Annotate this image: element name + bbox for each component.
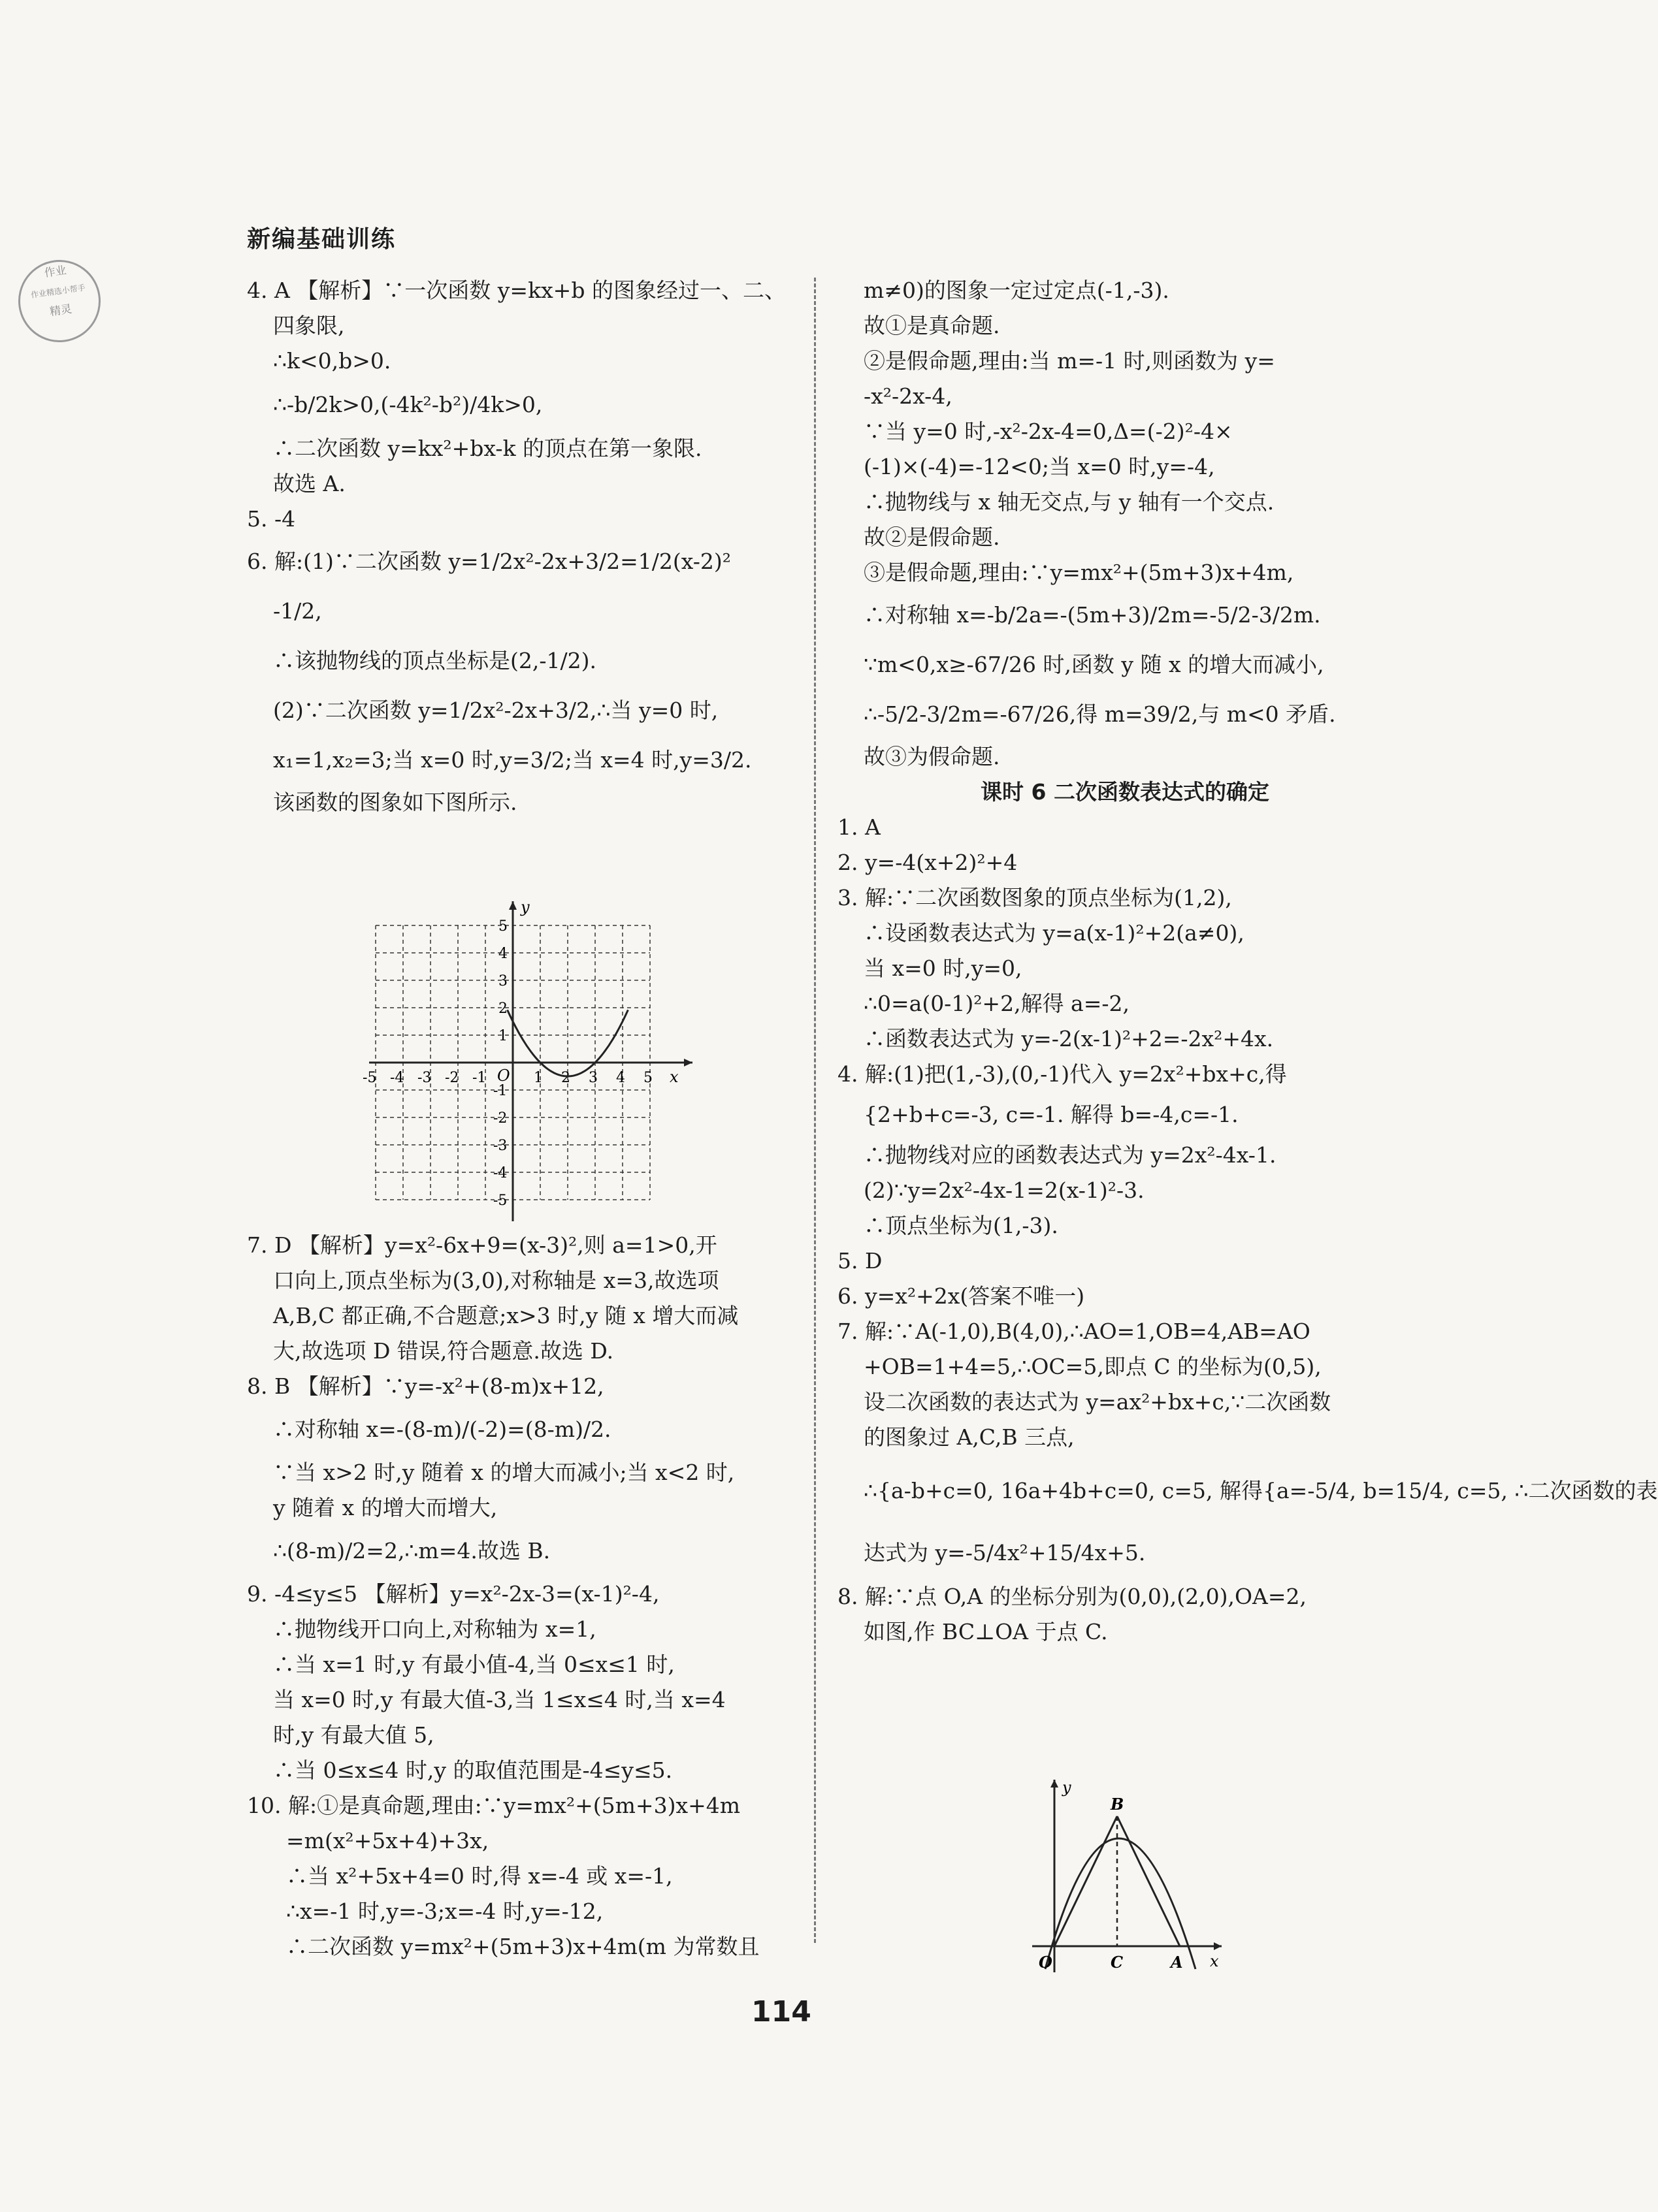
text-line: {2+b+c=-3, c=-1. 解得 b=-4,c=-1. — [864, 1102, 1239, 1127]
x-tick-label: 2 — [561, 1070, 570, 1086]
text-line: ∴-b/2k>0,(-4k²-b²)/4k>0, — [273, 392, 543, 417]
text-line: ∴函数表达式为 y=-2(x-1)²+2=-2x²+4x. — [864, 1026, 1274, 1051]
text-line: 9. -4≤y≤5 【解析】y=x²-2x-3=(x-1)²-4, — [247, 1581, 660, 1607]
x-tick-label: 3 — [589, 1070, 598, 1086]
text-line: ∴(8-m)/2=2,∴m=4.故选 B. — [273, 1538, 551, 1563]
text-line: (-1)×(-4)=-12<0;当 x=0 时,y=-4, — [864, 454, 1215, 479]
text-line: (2)∵y=2x²-4x-1=2(x-1)²-3. — [864, 1178, 1145, 1203]
page-header: 新编基础训练 — [247, 226, 397, 253]
text-line: 2. y=-4(x+2)²+4 — [837, 850, 1018, 875]
y-tick-label: -3 — [493, 1138, 508, 1154]
text-line: ∴当 x²+5x+4=0 时,得 x=-4 或 x=-1, — [286, 1863, 673, 1889]
x-tick-label: -2 — [445, 1070, 459, 1086]
text-line: ∴二次函数 y=mx²+(5m+3)x+4m(m 为常数且 — [286, 1934, 760, 1959]
point-C-label: C — [1111, 1953, 1124, 1972]
text-line: 故②是假命题. — [864, 524, 1000, 550]
text-line: 5. D — [837, 1248, 883, 1274]
text-line: 5. -4 — [247, 506, 296, 532]
text-line: 6. y=x²+2x(答案不唯一) — [837, 1283, 1085, 1309]
text-line: 6. 解:(1)∵二次函数 y=1/2x²-2x+3/2=1/2(x-2)² — [247, 549, 732, 574]
text-line: +OB=1+4=5,∴OC=5,即点 C 的坐标为(0,5), — [864, 1354, 1322, 1379]
text-line: A,B,C 都正确,不合题意;x>3 时,y 随 x 增大而减 — [273, 1303, 739, 1328]
text-line: 时,y 有最大值 5, — [273, 1722, 434, 1748]
text-line: x₁=1,x₂=3;当 x=0 时,y=3/2;当 x=4 时,y=3/2. — [273, 747, 752, 773]
segment-OB — [1054, 1816, 1117, 1946]
homework-stamp — [13, 255, 106, 347]
point-B-label: B — [1111, 1795, 1124, 1814]
y-axis-label: y — [1062, 1778, 1071, 1797]
text-line: 7. 解:∵A(-1,0),B(4,0),∴AO=1,OB=4,AB=AO — [837, 1319, 1310, 1344]
text-line: ∴二次函数 y=kx²+bx-k 的顶点在第一象限. — [273, 436, 702, 461]
text-line: -1/2, — [273, 598, 322, 624]
column-divider — [814, 278, 816, 1943]
y-tick-label: -2 — [493, 1110, 508, 1127]
text-line: 故选 A. — [273, 471, 346, 496]
left-column — [247, 273, 802, 820]
text-line: ∵当 y=0 时,-x²-2x-4=0,Δ=(-2)²-4× — [864, 419, 1233, 444]
point-A-label: A — [1171, 1953, 1183, 1972]
text-line: ∴顶点坐标为(1,-3). — [864, 1213, 1058, 1238]
origin-label: O — [497, 1066, 510, 1085]
text-line: 大,故选项 D 错误,符合题意.故选 D. — [273, 1338, 614, 1364]
x-tick-label: -5 — [363, 1070, 377, 1086]
y-tick-label: -1 — [493, 1083, 508, 1099]
x-axis-arrow — [1214, 1942, 1222, 1950]
x-axis-label: x — [670, 1068, 679, 1086]
text-line: ∴k<0,b>0. — [273, 348, 391, 374]
x-axis-arrow — [684, 1059, 692, 1066]
text-line: ③是假命题,理由:∵y=mx²+(5m+3)x+4m, — [864, 560, 1294, 585]
text-line: 口向上,顶点坐标为(3,0),对称轴是 x=3,故选项 — [273, 1268, 719, 1293]
text-line: 设二次函数的表达式为 y=ax²+bx+c,∵二次函数 — [864, 1389, 1331, 1415]
y-axis-arrow — [1050, 1780, 1058, 1787]
parabola-curve — [1045, 1838, 1195, 1969]
text-line: 达式为 y=-5/4x²+15/4x+5. — [864, 1540, 1146, 1565]
y-axis-label: y — [521, 898, 530, 916]
text-line: 当 x=0 时,y=0, — [864, 955, 1022, 981]
x-tick-label: 5 — [643, 1070, 653, 1086]
text-line: ∴{a-b+c=0, 16a+4b+c=0, c=5, 解得{a=-5/4, b=15/4, c=5, ∴二次函数的表 — [864, 1478, 1658, 1503]
text-line: 4. 解:(1)把(1,-3),(0,-1)代入 y=2x²+bx+c,得 — [837, 1061, 1287, 1087]
text-line: 故①是真命题. — [864, 313, 1000, 338]
x-tick-label: 4 — [616, 1070, 625, 1086]
x-tick-label: -4 — [390, 1070, 404, 1086]
text-line: 7. D 【解析】y=x²-6x+9=(x-3)²,则 a=1>0,开 — [247, 1232, 717, 1258]
y-tick-label: -5 — [493, 1193, 508, 1209]
y-tick-label: 5 — [498, 918, 508, 935]
text-line: ∵m<0,x≥-67/26 时,函数 y 随 x 的增大而减小, — [864, 652, 1324, 677]
y-axis-arrow — [509, 901, 517, 910]
text-line: 故③为假命题. — [864, 744, 1000, 769]
text-line: 当 x=0 时,y 有最大值-3,当 1≤x≤4 时,当 x=4 — [273, 1687, 726, 1712]
x-tick-label: -1 — [472, 1070, 487, 1086]
text-line: 1. A — [837, 814, 881, 840]
text-line: -x²-2x-4, — [864, 383, 952, 409]
text-line: ∴-5/2-3/2m=-67/26,得 m=39/2,与 m<0 矛盾. — [864, 701, 1336, 727]
segment-BA — [1117, 1816, 1180, 1946]
y-tick-label: -4 — [493, 1165, 508, 1181]
text-line: ∴抛物线开口向上,对称轴为 x=1, — [273, 1616, 596, 1642]
text-line: 4. A 【解析】∵一次函数 y=kx+b 的图象经过一、二、 — [247, 278, 786, 303]
left-column-lower — [247, 1228, 802, 1964]
stamp-line: 作业 — [43, 264, 67, 280]
x-axis-label: x — [1210, 1952, 1219, 1970]
text-line: 如图,作 BC⊥OA 于点 C. — [864, 1619, 1108, 1644]
right-column — [837, 273, 1658, 1650]
text-line: ②是假命题,理由:当 m=-1 时,则函数为 y= — [864, 348, 1275, 374]
text-line: (2)∵二次函数 y=1/2x²-2x+3/2,∴当 y=0 时, — [273, 697, 719, 723]
text-line: m≠0)的图象一定过定点(-1,-3). — [864, 278, 1169, 303]
y-tick-label: 4 — [498, 946, 508, 962]
section-title: 课时 6 二次函数表达式的确定 — [981, 779, 1269, 805]
text-line: 10. 解:①是真命题,理由:∵y=mx²+(5m+3)x+4m — [247, 1793, 741, 1818]
text-line: y 随着 x 的增大而增大, — [273, 1495, 498, 1520]
text-line: ∴当 x=1 时,y 有最小值-4,当 0≤x≤1 时, — [273, 1652, 675, 1677]
text-line: =m(x²+5x+4)+3x, — [286, 1828, 489, 1853]
x-tick-label: 1 — [534, 1070, 543, 1086]
text-line: ∴设函数表达式为 y=a(x-1)²+2(a≠0), — [864, 920, 1244, 946]
y-tick-label: 1 — [498, 1028, 508, 1044]
y-tick-label: 2 — [498, 1001, 508, 1017]
stamp-line: 作业精选小帮手 — [30, 283, 86, 300]
text-line: 四象限, — [273, 313, 345, 338]
text-line: 8. B 【解析】∵y=-x²+(8-m)x+12, — [247, 1373, 604, 1399]
text-line: 3. 解:∵二次函数图象的顶点坐标为(1,2), — [837, 885, 1232, 910]
stamp-line: 精灵 — [48, 302, 73, 319]
text-line: ∴当 0≤x≤4 时,y 的取值范围是-4≤y≤5. — [273, 1757, 673, 1783]
parabola-grid-graph — [363, 898, 702, 1228]
text-line: 8. 解:∵点 O,A 的坐标分别为(0,0),(2,0),OA=2, — [837, 1584, 1307, 1609]
text-line: 的图象过 A,C,B 三点, — [864, 1424, 1075, 1450]
text-line: ∴0=a(0-1)²+2,解得 a=-2, — [864, 991, 1130, 1016]
text-line: ∴抛物线对应的函数表达式为 y=2x²-4x-1. — [864, 1142, 1276, 1168]
text-line: ∵当 x>2 时,y 随着 x 的增大而减小;当 x<2 时, — [273, 1460, 735, 1485]
text-line: ∴对称轴 x=-b/2a=-(5m+3)/2m=-5/2-3/2m. — [864, 602, 1321, 628]
text-line: 该函数的图象如下图所示. — [273, 790, 517, 815]
text-line: ∴该抛物线的顶点坐标是(2,-1/2). — [273, 648, 596, 673]
text-line: ∴抛物线与 x 轴无交点,与 y 轴有一个交点. — [864, 489, 1275, 515]
x-tick-label: -3 — [417, 1070, 432, 1086]
page-number: 114 — [751, 1995, 811, 2028]
parabola-triangle-graph — [1006, 1773, 1228, 1979]
text-line: ∴对称轴 x=-(8-m)/(-2)=(8-m)/2. — [273, 1417, 611, 1442]
text-line: ∴x=-1 时,y=-3;x=-4 时,y=-12, — [286, 1899, 604, 1924]
point-O-label: O — [1039, 1953, 1052, 1972]
y-tick-label: 3 — [498, 973, 508, 989]
